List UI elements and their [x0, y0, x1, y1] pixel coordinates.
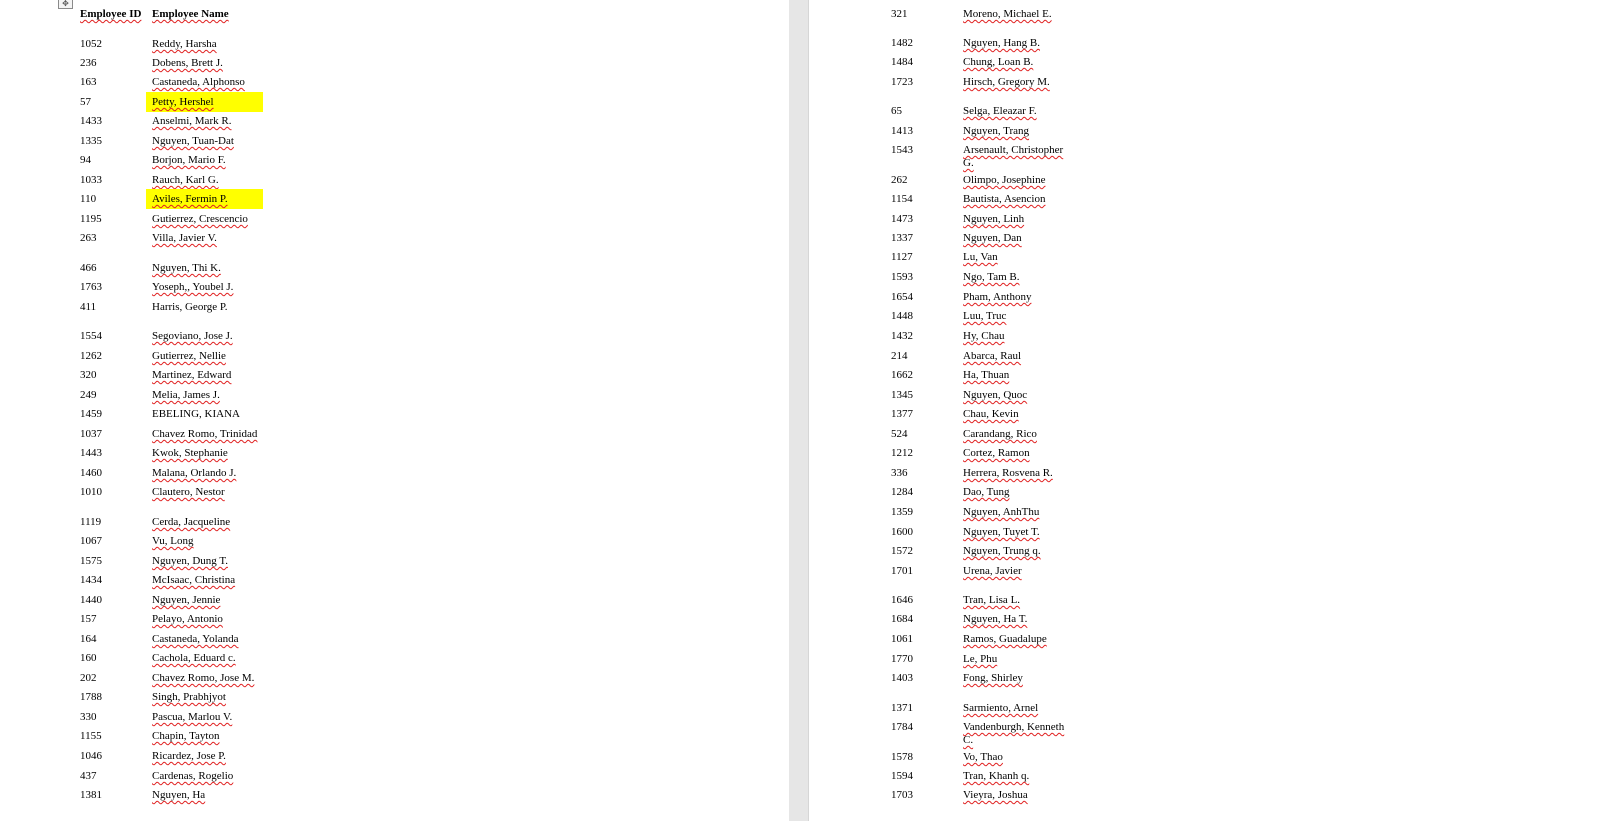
employee-name-cell: Nguyen, Tuan-Dat	[152, 135, 234, 147]
header-employee-name: Employee Name	[152, 8, 229, 20]
employee-id-cell: 1484	[891, 56, 913, 68]
employee-id-cell: 1046	[80, 750, 102, 762]
employee-id-cell: 1052	[80, 38, 102, 50]
employee-name-cell: Ramos, Guadalupe	[963, 633, 1047, 645]
employee-id-cell: 1646	[891, 594, 913, 606]
employee-id-cell: 1554	[80, 330, 102, 342]
employee-id-cell: 236	[80, 57, 97, 69]
employee-name-cell: Pham, Anthony	[963, 291, 1032, 303]
employee-id-cell: 1594	[891, 770, 913, 782]
employee-name-cell: Malana, Orlando J.	[152, 467, 237, 479]
employee-id-cell: 1284	[891, 486, 913, 498]
employee-id-cell: 57	[80, 96, 91, 108]
employee-name-cell: Sarmiento, Arnel	[963, 702, 1039, 714]
employee-id-cell: 1381	[80, 789, 102, 801]
employee-id-cell: 1371	[891, 702, 913, 714]
employee-name-cell: Vandenburgh, Kenneth C.	[963, 721, 1065, 746]
employee-name-cell: Cerda, Jacqueline	[152, 516, 231, 528]
employee-name-cell: Cortez, Ramon	[963, 447, 1030, 459]
employee-name-cell: Gutierrez, Crescencio	[152, 213, 248, 225]
employee-id-cell: 214	[891, 350, 908, 362]
employee-name-cell: Hy, Chau	[963, 330, 1005, 342]
employee-name-cell: Castaneda, Yolanda	[152, 633, 239, 645]
employee-id-cell: 65	[891, 105, 902, 117]
employee-name-cell: Nguyen, Trang	[963, 125, 1030, 137]
employee-name-cell: Olimpo, Josephine	[963, 174, 1046, 186]
employee-name-cell: Vu, Long	[152, 535, 194, 547]
employee-id-cell: 320	[80, 369, 97, 381]
employee-id-cell: 160	[80, 652, 97, 664]
employee-id-cell: 1703	[891, 789, 913, 801]
employee-name-cell: Vo, Thao	[963, 751, 1003, 763]
employee-name-cell: Chapin, Tayton	[152, 730, 220, 742]
employee-name-cell: Ngo, Tam B.	[963, 271, 1020, 283]
header-employee-id: Employee ID	[80, 8, 142, 20]
employee-name-cell: Chung, Loan B.	[963, 56, 1034, 68]
employee-id-cell: 1413	[891, 125, 913, 137]
employee-id-cell: 1403	[891, 672, 913, 684]
employee-id-cell: 1572	[891, 545, 913, 557]
employee-id-cell: 466	[80, 262, 97, 274]
employee-name-cell: Fong, Shirley	[963, 672, 1023, 684]
employee-id-cell: 262	[891, 174, 908, 186]
employee-id-cell: 1763	[80, 281, 102, 293]
employee-id-cell: 1433	[80, 115, 102, 127]
employee-id-cell: 1067	[80, 535, 102, 547]
employee-id-cell: 1723	[891, 76, 913, 88]
employee-name-cell: Martinez, Edward	[152, 369, 232, 381]
employee-name-cell: Nguyen, Ha	[152, 789, 206, 801]
employee-id-cell: 164	[80, 633, 97, 645]
employee-id-cell: 110	[80, 193, 97, 205]
employee-id-cell: 1262	[80, 350, 102, 362]
employee-id-cell: 336	[891, 467, 908, 479]
employee-name-cell: EBELING, KIANA	[152, 408, 240, 420]
employee-name-cell: Clautero, Nestor	[152, 486, 225, 498]
employee-name-cell: Dao, Tung	[963, 486, 1010, 498]
employee-name-cell: Cachola, Eduard c.	[152, 652, 236, 664]
employee-name-cell: Lu, Van	[963, 251, 998, 263]
employee-name-cell: Segoviano, Jose J.	[152, 330, 233, 342]
employee-name-cell: Villa, Javier V.	[152, 232, 217, 244]
employee-id-cell: 1575	[80, 555, 102, 567]
employee-id-cell: 1443	[80, 447, 102, 459]
employee-id-cell: 1010	[80, 486, 102, 498]
employee-id-cell: 157	[80, 613, 97, 625]
employee-id-cell: 202	[80, 672, 97, 684]
document-page-right	[808, 0, 1604, 821]
employee-name-cell: Nguyen, Dung T.	[152, 555, 228, 567]
table-move-handle-icon[interactable]: ✥	[58, 0, 73, 9]
employee-name-cell: Carandang, Rico	[963, 428, 1037, 440]
employee-name-cell: Nguyen, Hang B.	[963, 37, 1040, 49]
employee-name-cell: Selga, Eleazar F.	[963, 105, 1037, 117]
employee-name-cell: Cardenas, Rogelio	[152, 770, 234, 782]
employee-name-cell: Ricardez, Jose P.	[152, 750, 226, 762]
employee-id-cell: 1784	[891, 721, 913, 733]
employee-name-cell: Nguyen, Quoc	[963, 389, 1028, 401]
employee-name-cell: Bautista, Asencion	[963, 193, 1046, 205]
employee-id-cell: 1155	[80, 730, 102, 742]
employee-id-cell: 1037	[80, 428, 102, 440]
employee-name-cell: Ha, Thuan	[963, 369, 1010, 381]
employee-name-cell: Luu, Truc	[963, 310, 1007, 322]
employee-name-cell: Harris, George P.	[152, 301, 228, 313]
employee-name-cell: Petty, Hershel	[152, 96, 214, 108]
employee-id-cell: 1119	[80, 516, 102, 528]
employee-id-cell: 1788	[80, 691, 102, 703]
employee-name-cell: Chau, Kevin	[963, 408, 1019, 420]
employee-id-cell: 1662	[891, 369, 913, 381]
employee-id-cell: 1600	[891, 526, 913, 538]
employee-name-cell: Borjon, Mario F.	[152, 154, 226, 166]
employee-id-cell: 1434	[80, 574, 102, 586]
employee-id-cell: 1345	[891, 389, 913, 401]
employee-name-cell: Nguyen, Trung q.	[963, 545, 1041, 557]
employee-name-cell: Tran, Lisa L.	[963, 594, 1021, 606]
employee-id-cell: 163	[80, 76, 97, 88]
employee-id-cell: 1212	[891, 447, 913, 459]
employee-id-cell: 330	[80, 711, 97, 723]
employee-id-cell: 1543	[891, 144, 913, 156]
employee-id-cell: 94	[80, 154, 91, 166]
employee-id-cell: 249	[80, 389, 97, 401]
employee-id-cell: 1448	[891, 310, 913, 322]
employee-id-cell: 1684	[891, 613, 913, 625]
employee-name-cell: McIsaac, Christina	[152, 574, 236, 586]
employee-name-cell: Melia, James J.	[152, 389, 220, 401]
employee-name-cell: Pascua, Marlou V.	[152, 711, 233, 723]
employee-id-cell: 1195	[80, 213, 102, 225]
employee-name-cell: Nguyen, Linh	[963, 213, 1025, 225]
employee-id-cell: 1459	[80, 408, 102, 420]
employee-id-cell: 1061	[891, 633, 913, 645]
employee-name-cell: Chavez Romo, Trinidad	[152, 428, 258, 440]
employee-id-cell: 1432	[891, 330, 913, 342]
employee-name-cell: Anselmi, Mark R.	[152, 115, 232, 127]
employee-name-cell: Gutierrez, Nellie	[152, 350, 226, 362]
employee-name-cell: Nguyen, Thi K.	[152, 262, 221, 274]
employee-id-cell: 1578	[891, 751, 913, 763]
employee-name-cell: Nguyen, Ha T.	[963, 613, 1028, 625]
employee-id-cell: 1154	[891, 193, 913, 205]
employee-name-cell: Yoseph,, Youbel J.	[152, 281, 234, 293]
employee-name-cell: Le, Phu	[963, 653, 998, 665]
employee-name-cell: Moreno, Michael E.	[963, 8, 1052, 20]
employee-id-cell: 1473	[891, 213, 913, 225]
employee-name-cell: Tran, Khanh q.	[963, 770, 1030, 782]
employee-name-cell: Singh, Prabhjyot	[152, 691, 226, 703]
employee-id-cell: 1127	[891, 251, 913, 263]
employee-id-cell: 1654	[891, 291, 913, 303]
employee-name-cell: Castaneda, Alphonso	[152, 76, 245, 88]
employee-id-cell: 1337	[891, 232, 913, 244]
employee-name-cell: Reddy, Harsha	[152, 38, 217, 50]
employee-id-cell: 1770	[891, 653, 913, 665]
employee-id-cell: 437	[80, 770, 97, 782]
employee-name-cell: Aviles, Fermin P.	[152, 193, 228, 205]
employee-id-cell: 1440	[80, 594, 102, 606]
employee-id-cell: 1033	[80, 174, 102, 186]
employee-id-cell: 1701	[891, 565, 913, 577]
employee-name-cell: Arsenault, Christopher G.	[963, 144, 1064, 169]
employee-id-cell: 1482	[891, 37, 913, 49]
employee-name-cell: Dobens, Brett J.	[152, 57, 223, 69]
employee-id-cell: 1359	[891, 506, 913, 518]
employee-name-cell: Kwok, Stephanie	[152, 447, 228, 459]
employee-id-cell: 1335	[80, 135, 102, 147]
employee-id-cell: 1377	[891, 408, 913, 420]
employee-name-cell: Chavez Romo, Jose M.	[152, 672, 255, 684]
employee-name-cell: Hirsch, Gregory M.	[963, 76, 1050, 88]
employee-id-cell: 263	[80, 232, 97, 244]
employee-name-cell: Abarca, Raul	[963, 350, 1022, 362]
employee-id-cell: 524	[891, 428, 908, 440]
employee-name-cell: Nguyen, AnhThu	[963, 506, 1040, 518]
employee-id-cell: 1593	[891, 271, 913, 283]
employee-name-cell: Nguyen, Dan	[963, 232, 1022, 244]
employee-id-cell: 411	[80, 301, 97, 313]
employee-name-cell: Urena, Javier	[963, 565, 1022, 577]
employee-name-cell: Pelayo, Antonio	[152, 613, 223, 625]
employee-id-cell: 321	[891, 8, 908, 20]
employee-name-cell: Nguyen, Tuyet T.	[963, 526, 1040, 538]
employee-name-cell: Rauch, Karl G.	[152, 174, 219, 186]
employee-name-cell: Nguyen, Jennie	[152, 594, 221, 606]
employee-name-cell: Herrera, Rosvena R.	[963, 467, 1053, 479]
employee-name-cell: Vieyra, Joshua	[963, 789, 1028, 801]
employee-id-cell: 1460	[80, 467, 102, 479]
document-page-left	[0, 0, 789, 821]
